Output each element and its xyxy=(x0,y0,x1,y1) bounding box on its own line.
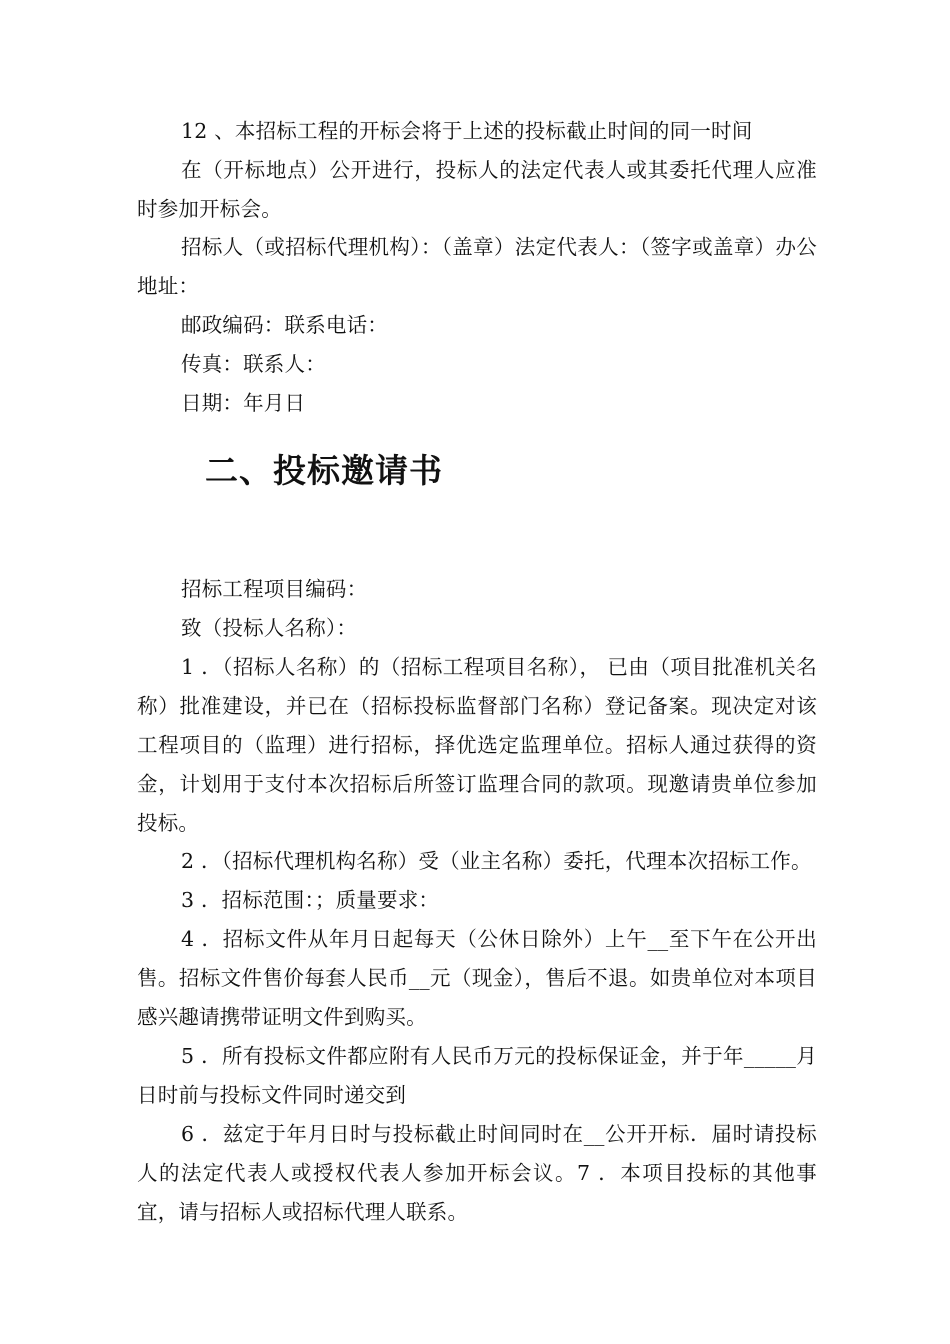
paragraph-signature-block: 招标人（或招标代理机构）：（盖章）法定代表人：（签字或盖章）办公地址： xyxy=(137,235,817,298)
paragraph-item-6-7: 6 ．兹定于年月日时与投标截止时间同时在__公开开标．届时请投标人的法定代表人或授权代表人参加开标会议。7 ．本项目投标的其他事宜，请与招标人或招标代理人联系。 xyxy=(137,1122,817,1224)
paragraph-item-5: 5 ．所有投标文件都应附有人民币万元的投标保证金，并于年_____月日时前与投标文件同时递交到 xyxy=(137,1044,817,1107)
paragraph-project-code: 招标工程项目编码： xyxy=(181,577,368,601)
paragraph-fax-contact: 传真：联系人： xyxy=(181,352,326,376)
paragraph-item-4: 4 ．招标文件从年月日起每天（公休日除外）上午__至下午在公开出售。招标文件售价每套人民币__元（现金），售后不退。如贵单位对本项目感兴趣请携带证明文件到购买。 xyxy=(137,927,817,1029)
paragraph-date: 日期：年月日 xyxy=(181,391,306,415)
paragraph-postal-phone: 邮政编码：联系电话： xyxy=(181,313,388,337)
paragraph-item-1: 1 ．（招标人名称）的（招标工程项目名称）， 已由（项目批准机关名称）批准建设，并已在（招标投标监督部门名称）登记备案。现决定对该工程项目的（监理）进行招标，择优选定监理单位。招标人通过获得的资金，计划用于支付本次招标后所签订监理合同的款项。现邀请贵单位参加投标。 xyxy=(137,655,817,835)
paragraph-addressee: 致（投标人名称）： xyxy=(181,616,358,640)
paragraph-opening-meeting: 在（开标地点）公开进行，投标人的法定代表人或其委托代理人应准时参加开标会。 xyxy=(137,158,817,221)
paragraph-item-2: 2 ．（招标代理机构名称）受（业主名称）委托，代理本次招标工作。 xyxy=(181,849,812,873)
paragraph-opening-meeting-line1: 12 、本招标工程的开标会将于上述的投标截止时间的同一时间 xyxy=(181,119,753,143)
paragraph-item-3: 3 ．招标范围：；质量要求： xyxy=(181,888,440,912)
section-heading-invitation: 二、投标邀请书 xyxy=(205,451,443,490)
